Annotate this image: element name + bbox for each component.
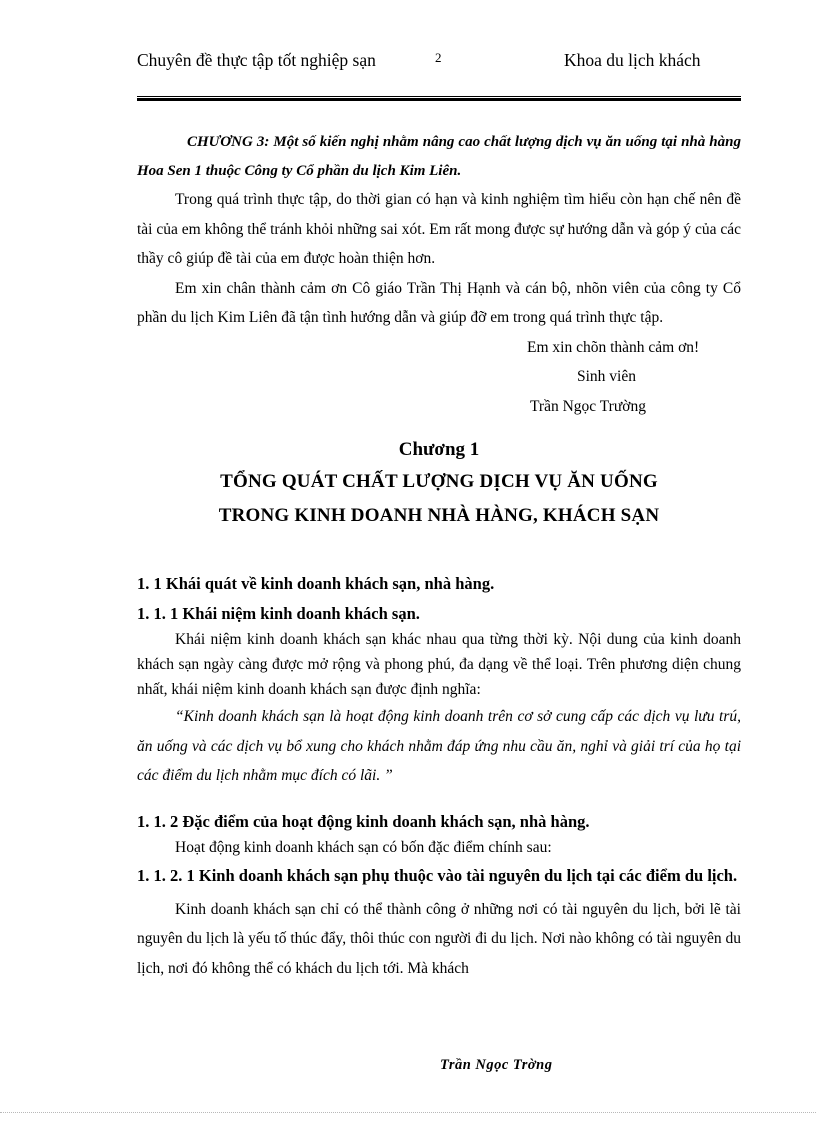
section-1-1-2-paragraph: Hoạt động kinh doanh khách sạn có bốn đặc điểm chính sau: (175, 838, 552, 856)
intro-paragraph-1: Trong quá trình thực tập, do thời gian có hạn và kinh nghiệm tìm hiểu còn hạn chế nên đề tài của em không thể tránh khỏi những sai xót. Em rất mong được sự hướng dẫn và góp ý của các thầy cô giúp đề tài của em được hoàn thiện hơn. (137, 191, 741, 267)
header-rule-thick (137, 98, 741, 101)
signer-name: Trần Ngọc Trường (530, 397, 646, 415)
intro-paragraph-2: Em xin chân thành cảm ơn Cô giáo Trần Thị Hạnh và cán bộ, nhõn viên của công ty Cổ phần du lịch Kim Liên đã tận tình hướng dẫn và giúp đỡ em trong quá trình thực tập. (137, 279, 741, 326)
footer-author-signature: Trần Ngọc Trờng (440, 1057, 553, 1073)
chapter3-item: CHƯƠNG 3: Một số kiến nghị nhằm nâng cao chất lượng dịch vụ ăn uống tại nhà hàng Hoa Sen 1 thuộc Công ty Cổ phần du lịch Kim Liên. (137, 134, 741, 179)
section-heading-1-1-2: 1. 1. 2 Đặc điểm của hoạt động kinh doanh khách sạn, nhà hàng. (137, 811, 590, 831)
header-rule-thin (137, 96, 741, 97)
chapter-subtitle-line-2: TRONG KINH DOANH NHÀ HÀNG, KHÁCH SẠN (218, 505, 660, 526)
signer-role: Sinh viên (577, 368, 636, 385)
section-heading-1-1-1: 1. 1. 1 Khái niệm kinh doanh khách sạn. (137, 604, 420, 623)
section-heading-1-1-2-1: 1. 1. 2. 1 Kinh doanh khách sạn phụ thuộc vào tài nguyên du lịch tại các điểm du lịch. (137, 865, 738, 885)
closing-line: Em xin chõn thành cảm ơn! (527, 338, 700, 356)
definition-quote: “Kinh doanh khách sạn là hoạt động kinh doanh trên cơ sở cung cấp các dịch vụ lưu trú, ăn uống và các dịch vụ bổ xung cho khách nhằm đáp ứng nhu cầu ăn, nghỉ và giải trí của họ tại các điểm du lịch nhằm mục đích có lãi. ” (137, 708, 741, 784)
page-body (137, 128, 741, 983)
chapter-subtitle-line-1: TỔNG QUÁT CHẤT LƯỢNG DỊCH VỤ ĂN UỐNG (220, 471, 658, 492)
page-bottom-border (0, 1112, 816, 1113)
section-1-1-2-1-paragraph: Kinh doanh khách sạn chỉ có thể thành công ở những nơi có tài nguyên du lịch, bởi lẽ tài nguyên du lịch là yếu tố thúc đẩy, thôi thúc con người đi du lịch. Nơi nào không có tài nguyên du lịch, nơi đó không thể có khách du lịch tới. Mà khách (137, 900, 741, 977)
chapter-title: Chương 1 (398, 439, 480, 460)
section-1-1-1-paragraph: Khái niệm kinh doanh khách sạn khác nhau qua từng thời kỳ. Nội dung của kinh doanh khách sạn ngày càng được mở rộng và phong phú, đa dạng về thể loại. Trên phương diện chung nhất, khái niệm kinh doanh khách sạn được định nghĩa: (137, 631, 741, 698)
page-number: 2 (435, 50, 442, 65)
section-heading-1-1: 1. 1 Khái quát về kinh doanh khách sạn, nhà hàng. (137, 574, 495, 593)
header-right-title: Khoa du lịch khách (564, 50, 701, 70)
header-left-title: Chuyên đề thực tập tốt nghiệp sạn (137, 50, 376, 70)
